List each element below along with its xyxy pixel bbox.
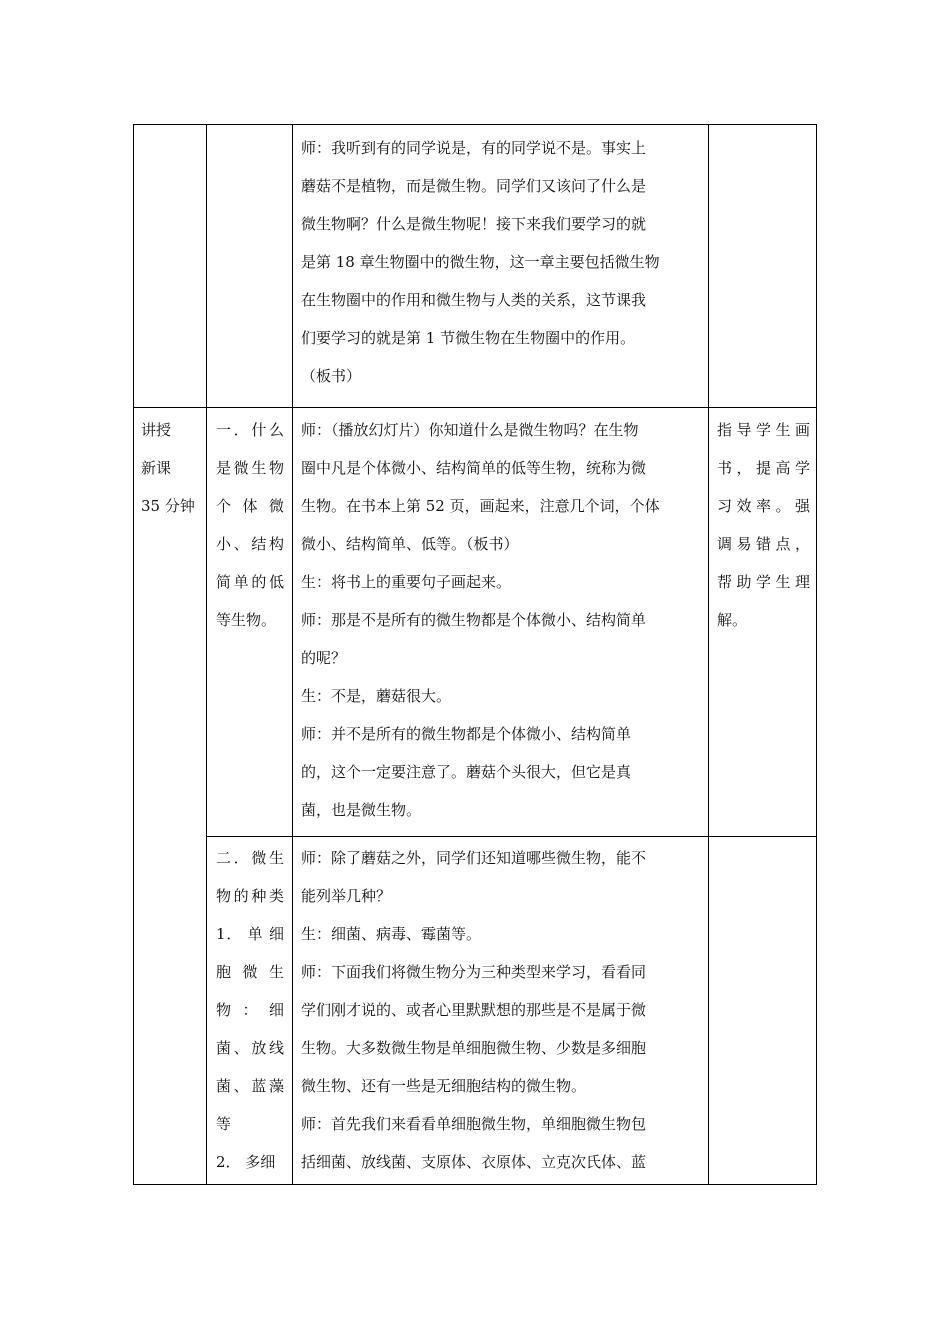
row3-content-line: 师：首先我们来看看单细胞微生物，单细胞微生物包 — [301, 1115, 647, 1133]
row2-note-line: 书，提高学 — [717, 459, 810, 477]
row3-content-line: 微生物、还有一些是无细胞结构的微生物。 — [301, 1077, 587, 1095]
row2-content-line: 微小、结构简单、低等。（板书） — [301, 535, 519, 553]
row1-content-line: 微生物啊？什么是微生物呢！接下来我们要学习的就 — [301, 215, 647, 233]
row3-content-line: 学们刚才说的、或者心里默默想的那些是不是属于微 — [301, 1001, 647, 1019]
row1-content-line: （板书） — [301, 367, 362, 385]
row2-note-line: 习效率。强 — [717, 497, 810, 515]
row2-content-line: 的呢？ — [301, 649, 347, 667]
row3-content-cell — [301, 839, 700, 1181]
row1-content-line: 是第 18 章生物圈中的微生物，这一章主要包括微生物 — [301, 253, 660, 271]
row2-content-cell — [301, 411, 700, 829]
row3-content-line: 能列举几种？ — [301, 887, 392, 905]
row2-content-line: 生：将书上的重要句子画起来。 — [301, 573, 512, 591]
row2-note-line: 帮助学生理 — [717, 573, 810, 591]
row3-topic-line: 1． 单 细 — [216, 925, 284, 943]
row-divider-2 — [206, 836, 816, 837]
row2-content-line: 师：并不是所有的微生物都是个体微小、结构简单 — [301, 725, 632, 743]
row3-content-line: 生物。大多数微生物是单细胞微生物、少数是多细胞 — [301, 1039, 647, 1057]
row2-stage-line: 讲授 — [141, 421, 172, 439]
row2-stage-line: 新课 — [141, 459, 172, 477]
row2-content-line: 菌，也是微生物。 — [301, 801, 422, 819]
row2-stage-cell — [141, 411, 201, 525]
row3-content-line: 括细菌、放线菌、支原体、衣原体、立克次氏体、蓝 — [301, 1153, 647, 1171]
row2-topic-line: 小、结构 — [216, 535, 284, 553]
row2-content-line: 圈中凡是个体微小、结构简单的低等生物，统称为微 — [301, 459, 647, 477]
row2-note-line: 解。 — [717, 611, 748, 629]
row3-topic-cell — [216, 839, 284, 1181]
column-divider-2 — [292, 125, 293, 1184]
row3-topic-line: 物的种类 — [216, 887, 284, 905]
row3-content-line: 生：细菌、病毒、霉菌等。 — [301, 925, 482, 943]
row2-topic-line: 是微生物 — [216, 459, 284, 477]
row2-topic-line: 一．什么 — [216, 421, 284, 439]
row3-topic-line: 菌、蓝藻 — [216, 1077, 284, 1095]
row1-content-cell — [301, 129, 700, 395]
row2-note-line: 指导学生画 — [717, 421, 810, 439]
row3-topic-line: 2． 多细 — [216, 1153, 276, 1171]
row1-content-line: 师：我听到有的同学说是，有的同学说不是。事实上 — [301, 139, 647, 157]
row-divider-1 — [134, 407, 816, 408]
column-divider-1 — [206, 125, 207, 1184]
column-divider-3 — [708, 125, 709, 1184]
row3-content-line: 师：下面我们将微生物分为三种类型来学习，看看同 — [301, 963, 647, 981]
lesson-plan-table — [133, 124, 817, 1185]
row3-topic-line: 物 ： 细 — [216, 1001, 284, 1019]
row1-content-line: 蘑菇不是植物，而是微生物。同学们又该问了什么是 — [301, 177, 647, 195]
row2-note-line: 调易错点， — [717, 535, 810, 553]
row2-topic-line: 个 体 微 — [216, 497, 284, 515]
row3-content-line: 师：除了蘑菇之外，同学们还知道哪些微生物，能不 — [301, 849, 647, 867]
row1-content-line: 们要学习的就是第 1 节微生物在生物圈中的作用。 — [301, 329, 636, 347]
row3-topic-line: 胞 微 生 — [216, 963, 284, 981]
row2-content-line: 师：（播放幻灯片）你知道什么是微生物吗？在生物 — [301, 421, 639, 439]
row2-content-line: 的，这个一定要注意了。蘑菇个头很大，但它是真 — [301, 763, 632, 781]
row2-topic-line: 简单的低 — [216, 573, 284, 591]
row3-topic-line: 等 — [216, 1115, 232, 1133]
row2-stage-line: 35 分钟 — [141, 497, 195, 515]
row2-topic-cell — [216, 411, 284, 639]
row2-content-line: 师：那是不是所有的微生物都是个体微小、结构简单 — [301, 611, 647, 629]
row3-topic-line: 菌、放线 — [216, 1039, 284, 1057]
row3-topic-line: 二．微生 — [216, 849, 284, 867]
row2-note-cell — [717, 411, 810, 639]
row2-content-line: 生物。在书本上第 52 页，画起来，注意几个词，个体 — [301, 497, 660, 515]
row1-content-line: 在生物圈中的作用和微生物与人类的关系，这节课我 — [301, 291, 647, 309]
row2-content-line: 生：不是，蘑菇很大。 — [301, 687, 452, 705]
row2-topic-line: 等生物。 — [216, 611, 277, 629]
